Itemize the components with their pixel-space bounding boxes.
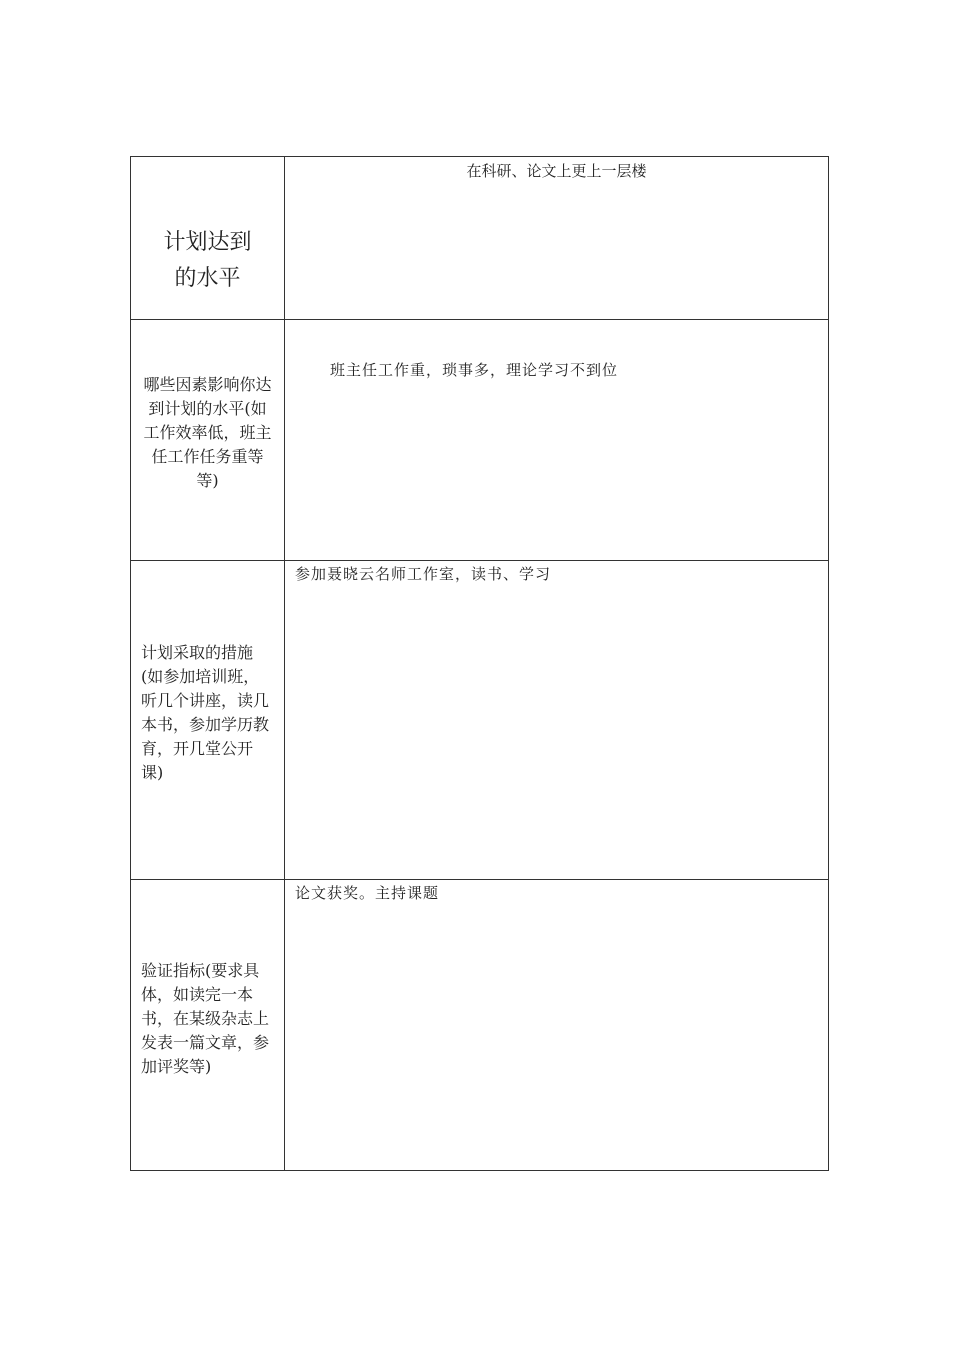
label-line: 任工作任务重等	[151, 447, 264, 466]
label-line: 育，开几堂公开	[141, 739, 254, 758]
row-label-planned-measures	[131, 641, 284, 785]
row-divider	[131, 879, 828, 880]
label-line: 发表一篇文章，参	[141, 1033, 270, 1052]
row-content-verification-indicators: 论文获奖。主持课题	[295, 884, 440, 902]
label-line: 验证指标(要求具	[141, 961, 260, 980]
label-line: 计划采取的措施	[141, 643, 254, 662]
label-line: 体，如读完一本	[141, 985, 254, 1004]
row-divider	[131, 560, 828, 561]
row-divider	[131, 319, 828, 320]
label-line: 工作效率低，班主	[143, 423, 272, 442]
label-line: 加评奖等)	[141, 1057, 212, 1076]
row-content-influencing-factors: 班主任工作重，琐事多，理论学习不到位	[330, 361, 619, 379]
label-line: 到计划的水平(如	[148, 399, 267, 418]
label-line: (如参加培训班，	[141, 667, 260, 686]
column-divider	[284, 157, 285, 1170]
row-content-target-level: 在科研、论文上更上一层楼	[466, 162, 647, 180]
label-line: 本书，参加学历教	[141, 715, 270, 734]
label-line: 书，在某级杂志上	[141, 1009, 270, 1028]
label-line: 课)	[141, 763, 164, 782]
row-label-verification-indicators	[131, 959, 284, 1079]
row-content-planned-measures: 参加聂晓云名师工作室，读书、学习	[295, 565, 552, 583]
plan-table	[130, 156, 829, 1171]
label-line: 计划达到	[163, 230, 252, 255]
label-line: 的水平	[174, 266, 241, 291]
row-label-target-level	[131, 225, 284, 297]
label-line: 听几个讲座，读几	[141, 691, 270, 710]
label-line: 哪些因素影响你达	[143, 375, 272, 394]
row-label-influencing-factors	[131, 373, 284, 493]
label-line: 等)	[196, 471, 219, 490]
